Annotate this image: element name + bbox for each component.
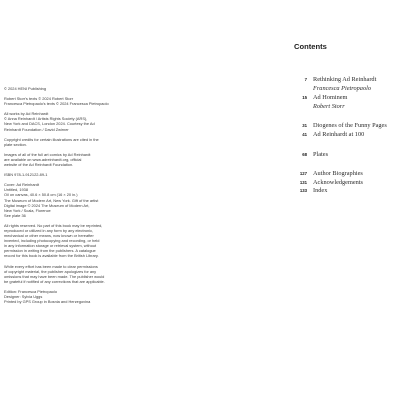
- colophon-line: Printed by GPS Group in Bosnia and Herzegovina: [4, 299, 91, 305]
- colophon-line: plate section.: [4, 141, 27, 147]
- colophon-line: New York and DACS, London 2024. Courtesy the Ad: [4, 121, 95, 127]
- toc-text: [313, 131, 406, 140]
- colophon-line: Reinhardt Foundation / David Zwirner: [4, 126, 69, 132]
- colophon-line: permission in writing from the publishers. A catalogue: [4, 248, 96, 254]
- colophon-line: record for this book is available from the British Library.: [4, 253, 99, 259]
- toc-entry: [294, 94, 406, 111]
- colophon-line: Edition: Francesca Pietropaolo: [4, 288, 57, 294]
- colophon-line: The Museum of Modern Art, New York. Gift of the artist: [4, 197, 99, 203]
- colophon-line: All works by Ad Reinhardt: [4, 111, 49, 117]
- colophon-line: See plate 36: [4, 212, 26, 218]
- toc-page-number: 131: [299, 179, 307, 185]
- toc-entry: [294, 76, 406, 93]
- colophon-paragraph: [4, 223, 139, 259]
- toc-page-number: 127: [299, 171, 307, 177]
- toc-page-number: 15: [302, 95, 307, 101]
- colophon-line: are available on www.adreinhardt.org, official: [4, 156, 82, 162]
- table-of-contents: [294, 76, 406, 196]
- colophon-line: in any information storage or retrieval system, without: [4, 243, 97, 249]
- toc-entry: [294, 151, 406, 160]
- toc-entry: [294, 122, 406, 131]
- toc-page-number: 7: [304, 77, 307, 82]
- colophon-line: Designer: Sylvia Uggs: [4, 294, 43, 299]
- toc-title: Plates: [313, 150, 329, 158]
- colophon-paragraph: [4, 86, 139, 91]
- colophon-line: ISBN 978-1-912122-89-1: [4, 172, 48, 178]
- colophon-line: Untitled, 1938: [4, 187, 29, 193]
- colophon-line: Copyright credits for certain illustrations are cited in the: [4, 136, 99, 142]
- colophon-paragraph: [4, 96, 139, 106]
- colophon-line: reproduced or utilized in any form by any electronic,: [4, 227, 94, 233]
- toc-entry: [294, 187, 406, 196]
- colophon-line: mechanical or other means, now known or hereafter: [4, 233, 94, 239]
- colophon-paragraph: [4, 264, 139, 284]
- colophon-paragraph: [4, 182, 139, 218]
- toc-title: Diogenes of the Funny Pages: [313, 122, 387, 130]
- toc-author: Robert Storr: [313, 102, 345, 110]
- colophon-paragraph: [4, 152, 139, 167]
- toc-title: Acknowledgements: [313, 178, 364, 186]
- colophon-line: Robert Storr's texts © 2024 Robert Storr: [4, 96, 74, 102]
- colophon-line: omissions that may have been made. The publisher would: [4, 273, 105, 279]
- toc-title: Index: [313, 187, 328, 195]
- colophon-paragraph: [4, 111, 139, 131]
- toc-text: [313, 94, 406, 111]
- toc-page-number: 31: [302, 123, 307, 129]
- colophon-line: © 2024 HENI Publishing: [4, 86, 47, 91]
- toc-title: Rethinking Ad Reinhardt: [313, 76, 377, 83]
- contents-heading: Contents: [294, 42, 327, 51]
- colophon-line: of copyright material, the publisher apologizes for any: [4, 268, 97, 274]
- toc-text: [313, 170, 406, 179]
- colophon-line: Cover: Ad Reinhardt: [4, 182, 40, 188]
- colophon-line: © Anna Reinhardt / Artists Rights Society (ARS),: [4, 116, 88, 122]
- colophon-line: Images of all of the full art comics by Ad Reinhardt: [4, 151, 91, 157]
- toc-page-number: 68: [302, 151, 307, 157]
- toc-page-number: 133: [299, 188, 307, 194]
- colophon-paragraph: [4, 137, 139, 147]
- contents-page: [294, 42, 406, 196]
- colophon-line: website of the Ad Reinhardt Foundation.: [4, 162, 74, 168]
- colophon-line: be grateful if notified of any corrections that are applicable.: [4, 278, 105, 284]
- toc-entry: [294, 170, 406, 179]
- colophon-line: Oil on canvas, 40.6 × 50.8 cm (16 × 20 in.): [4, 192, 78, 198]
- toc-entry: [294, 131, 406, 140]
- toc-author: Francesca Pietropaolo: [313, 84, 372, 92]
- toc-text: [313, 187, 406, 196]
- colophon-line: While every effort has been made to clear permissions: [4, 263, 98, 269]
- colophon-page: [4, 86, 139, 309]
- colophon-line: New York / Scala, Florence: [4, 207, 51, 213]
- colophon-line: Francesca Pietropaolo's texts © 2024 Francesca Pietropaolo: [4, 101, 109, 107]
- toc-text: [313, 122, 406, 131]
- toc-entry: [294, 179, 406, 188]
- colophon-paragraph: [4, 289, 139, 304]
- toc-page-number: 41: [302, 131, 307, 137]
- toc-text: [313, 151, 406, 160]
- toc-title: Ad Hominem: [313, 94, 348, 102]
- toc-text: [313, 76, 406, 93]
- colophon-paragraph: [4, 172, 139, 177]
- colophon-line: Digital image © 2024 The Museum of Modern Art,: [4, 202, 90, 208]
- toc-title: Author Biographies: [313, 170, 363, 178]
- colophon-line: invented, including photocopying and recording, or held: [4, 238, 100, 244]
- colophon-line: All rights reserved. No part of this book may be reprinted,: [4, 222, 103, 228]
- toc-title: Ad Reinhardt at 100: [313, 130, 365, 138]
- toc-text: [313, 179, 406, 188]
